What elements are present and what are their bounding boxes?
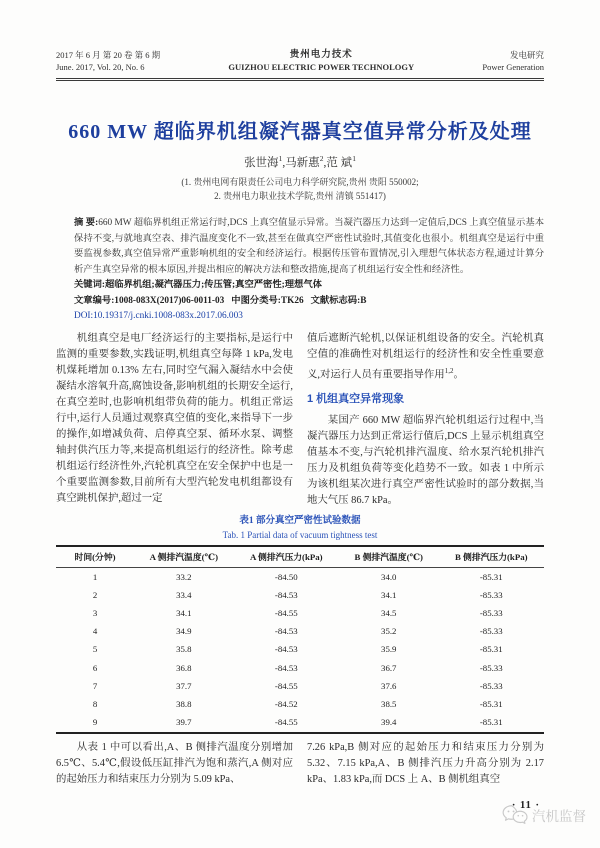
col-header-time: 时间(分钟) bbox=[56, 546, 134, 568]
table-row bbox=[56, 677, 544, 695]
table-cell: 37.6 bbox=[381, 680, 397, 691]
table-cell: 35.8 bbox=[176, 644, 192, 655]
citation-ref: 1,2 bbox=[444, 366, 454, 375]
table-cell: 34.1 bbox=[176, 608, 192, 618]
table-cell: 7 bbox=[92, 680, 98, 691]
journal-name-en: GUIZHOU ELECTRIC POWER TECHNOLOGY bbox=[228, 61, 415, 72]
column-right bbox=[307, 740, 544, 814]
table-cell: 9 bbox=[92, 717, 98, 728]
table-cell: 5 bbox=[92, 644, 98, 655]
table-cell: 39.4 bbox=[381, 717, 397, 728]
table-cell: 6 bbox=[92, 662, 98, 673]
journal-name bbox=[228, 50, 414, 73]
table-cell: 38.5 bbox=[381, 698, 397, 709]
table-cell: -84.53 bbox=[274, 626, 298, 637]
table-cell: -85.33 bbox=[479, 680, 503, 691]
table-cell: 2 bbox=[92, 589, 98, 600]
page-number: · 11 · bbox=[511, 799, 540, 811]
author-affil-sup: 2 bbox=[319, 154, 324, 164]
table-cell: 8 bbox=[92, 698, 98, 709]
table-cell: -85.31 bbox=[479, 644, 503, 655]
table-cell: -84.53 bbox=[274, 589, 298, 600]
col-header-a-temp: A 侧排汽温度(℃) bbox=[134, 546, 233, 568]
col-header-b-temp: B 侧排汽温度(℃) bbox=[339, 546, 438, 568]
table-cell: -85.31 bbox=[479, 571, 503, 582]
table-cell: 33.2 bbox=[176, 571, 192, 582]
column-name-en: Power Generation bbox=[482, 61, 544, 72]
table-caption-en: Tab. 1 Partial data of vacuum tightness test bbox=[222, 530, 378, 541]
table-cell: -85.33 bbox=[479, 662, 503, 673]
column-left bbox=[56, 331, 293, 509]
table-cell: 39.7 bbox=[176, 717, 192, 728]
table-cell: -84.53 bbox=[274, 662, 298, 673]
keywords bbox=[74, 278, 544, 294]
table-row bbox=[56, 641, 544, 659]
author-line bbox=[56, 154, 544, 170]
table-cell: -84.53 bbox=[274, 644, 298, 655]
paragraph: 机组真空是电厂经济运行的主要指标,是运行中监测的重要参数,实践证明,机组真空每降 1 kPa,发电机煤耗增加 0.13% 左右,同时空气漏入凝结水中会使凝结水溶氧升高,腐蚀设备,影响机组的长期安全运行,在真空差时,也影响机组带负荷的能力。机组正常运行中,运行人员通过观察真空值的变化,来指导下一步的操作,如增减负荷、启停真空泵、循环水泵、调整轴封供汽压力等,来提高机组运行的经济性。除考虑机组运行经济性外,汽轮机真空在安全保护中也是一个重要监测参数,目前所有大型汽轮发电机组都设有真空跳机保护,超过一定 bbox=[56, 332, 293, 504]
table-cell: 1 bbox=[92, 571, 98, 582]
abstract bbox=[74, 216, 544, 278]
table-cell: -84.52 bbox=[274, 698, 298, 709]
table-header-row bbox=[56, 546, 544, 568]
keywords-label: 关键词: bbox=[74, 280, 105, 291]
table-cell: 35.9 bbox=[381, 644, 397, 655]
table-cell: 34.9 bbox=[176, 626, 192, 637]
table-cell: 34.5 bbox=[381, 608, 397, 618]
affiliation-line: 2. 贵州电力职业技术学院,贵州 清镇 551417) bbox=[214, 191, 386, 201]
table-cell: -84.55 bbox=[274, 608, 298, 618]
header-issue-info bbox=[56, 50, 160, 73]
wechat-watermark bbox=[502, 804, 586, 826]
front-matter bbox=[56, 216, 544, 310]
table-cell: 4 bbox=[92, 626, 98, 637]
author: 马新惠$^2$,​ bbox=[285, 154, 327, 169]
table-cell: 36.8 bbox=[176, 662, 192, 673]
paper-title: 660 MW 超临界机组凝汽器真空值异常分析及处理 bbox=[68, 121, 532, 143]
issue-line-zh: 2017 年 6 月 第 20 卷 第 6 期 bbox=[56, 50, 161, 60]
table-cell: -85.33 bbox=[479, 626, 503, 637]
author-affil-sup: 1 bbox=[352, 154, 356, 164]
body-columns-bottom bbox=[56, 740, 544, 814]
table-row bbox=[56, 659, 544, 677]
affiliations bbox=[56, 175, 544, 203]
body-columns-top bbox=[56, 331, 544, 509]
author: 范 斌$^1$ bbox=[326, 154, 356, 169]
table-row bbox=[56, 623, 544, 641]
column-right bbox=[307, 331, 544, 509]
wechat-logo-icon bbox=[502, 804, 528, 826]
table-body bbox=[56, 568, 544, 733]
abstract-text: 660 MW 超临界机组正常运行时,DCS 上真空值显示异常。当凝汽器压力达到一定值后,DCS 上真空值显示基本保持不变,与就地真空表、排汽温度变化不一致,甚至在做真空严密性试验时,其值变化也很小。机组真空是运行中重要监视参数,真空值异常严重影响机组的安全和经济运行。根据传压管布置情况,引入理想气体状态方程,通过计算分析产生真空异常的根本原因,并提出相应的解决方法和整改措施,提高了机组运行安全性和经济性。 bbox=[74, 218, 545, 275]
table-cell: -84.50 bbox=[274, 571, 298, 582]
table-cell: 38.8 bbox=[176, 698, 192, 709]
paragraph: 某国产 660 MW 超临界汽轮机组运行过程中,当凝汽器压力达到正常运行值后,DCS 上显示机组真空值基本不变,与汽轮机排汽温度、给水泵汽轮机排汽压力及机组负荷等变化趋势不一致。如表 1 中所示为该机组某次进行真空严密性试验时的部分数据,当地大气压 86.7 kPa。 bbox=[307, 415, 544, 507]
table-cell: 37.7 bbox=[176, 680, 192, 691]
table-cell: -85.33 bbox=[479, 608, 503, 618]
article-number-line: 文章编号:1008-083X(2017)06-0011-03 中图分类号:TK26 文献标志码:B bbox=[74, 295, 367, 306]
header-divider bbox=[56, 78, 544, 81]
table-cell: 34.0 bbox=[381, 571, 397, 582]
table-caption-zh: 表1 部分真空严密性试验数据 bbox=[239, 516, 361, 527]
table-head bbox=[56, 546, 544, 568]
col-header-b-pressure: B 侧排汽压力(kPa) bbox=[438, 546, 544, 568]
vacuum-test-table bbox=[56, 545, 544, 734]
keywords-text: 超临界机组;凝汽器压力;传压管;真空严密性;理想气体 bbox=[105, 280, 322, 291]
table-cell: -84.55 bbox=[274, 680, 298, 691]
col-header-a-pressure: A 侧排汽压力(kPa) bbox=[234, 546, 339, 568]
table-cell: -85.31 bbox=[479, 698, 503, 709]
table-caption bbox=[56, 514, 544, 542]
affiliation-line: (1. 贵州电网有限责任公司电力科学研究院,贵州 贵阳 550002; bbox=[181, 177, 419, 187]
table-row bbox=[56, 714, 544, 733]
table-row bbox=[56, 604, 544, 622]
table-cell: 36.7 bbox=[381, 662, 397, 673]
column-name-zh: 发电研究 bbox=[509, 50, 544, 60]
watermark-text: 汽机监督 bbox=[532, 809, 586, 824]
paragraph: 从表 1 中可以看出,A、B 侧排汽温度分别增加 6.5℃、5.4℃,假设低压缸排汽为饱和蒸汽,A 侧对应的起始压力和结束压力分别为 5.09 kPa、 bbox=[56, 741, 293, 785]
paragraph: 值后遮断汽轮机,以保证机组设备的安全。汽轮机真空值的准确性对机组运行的经济性和安全性重要意义,对运行人员有重要指导作用$^{1,2}$。 bbox=[307, 332, 544, 381]
table-row bbox=[56, 568, 544, 587]
table-cell: 3 bbox=[92, 608, 98, 618]
abstract-label: 摘 要: bbox=[74, 218, 99, 228]
journal-name-zh: 贵州电力技术 bbox=[289, 50, 353, 60]
column-left bbox=[56, 740, 293, 814]
table-cell: 33.4 bbox=[176, 589, 192, 600]
table-cell: -85.31 bbox=[479, 717, 503, 728]
doi-line: DOI:10.19317/j.cnki.1008-083x.2017.06.003 bbox=[74, 310, 243, 321]
author: 张世海$^1$,​ bbox=[244, 154, 286, 169]
table-cell: -85.33 bbox=[479, 589, 503, 600]
author-affil-sup: 1 bbox=[278, 154, 283, 164]
table-row bbox=[56, 695, 544, 713]
paragraph: 7.26 kPa,B 侧对应的起始压力和结束压力分别为 5.32、7.15 kPa,A、B 侧排汽压力升高分别为 2.17 kPa、1.83 kPa,而 DCS 上 A、B 侧机组真空 bbox=[307, 741, 544, 785]
table-row bbox=[56, 586, 544, 604]
table-cell: 35.2 bbox=[381, 626, 397, 637]
section-heading-1: 1 机组真空异常现象 bbox=[307, 393, 405, 406]
header-column-info bbox=[482, 50, 544, 73]
table-cell: -84.55 bbox=[274, 717, 298, 728]
table-cell: 34.1 bbox=[381, 589, 397, 600]
page-header bbox=[56, 50, 544, 73]
issue-line-en: June. 2017, Vol. 20, No. 6 bbox=[56, 61, 145, 72]
